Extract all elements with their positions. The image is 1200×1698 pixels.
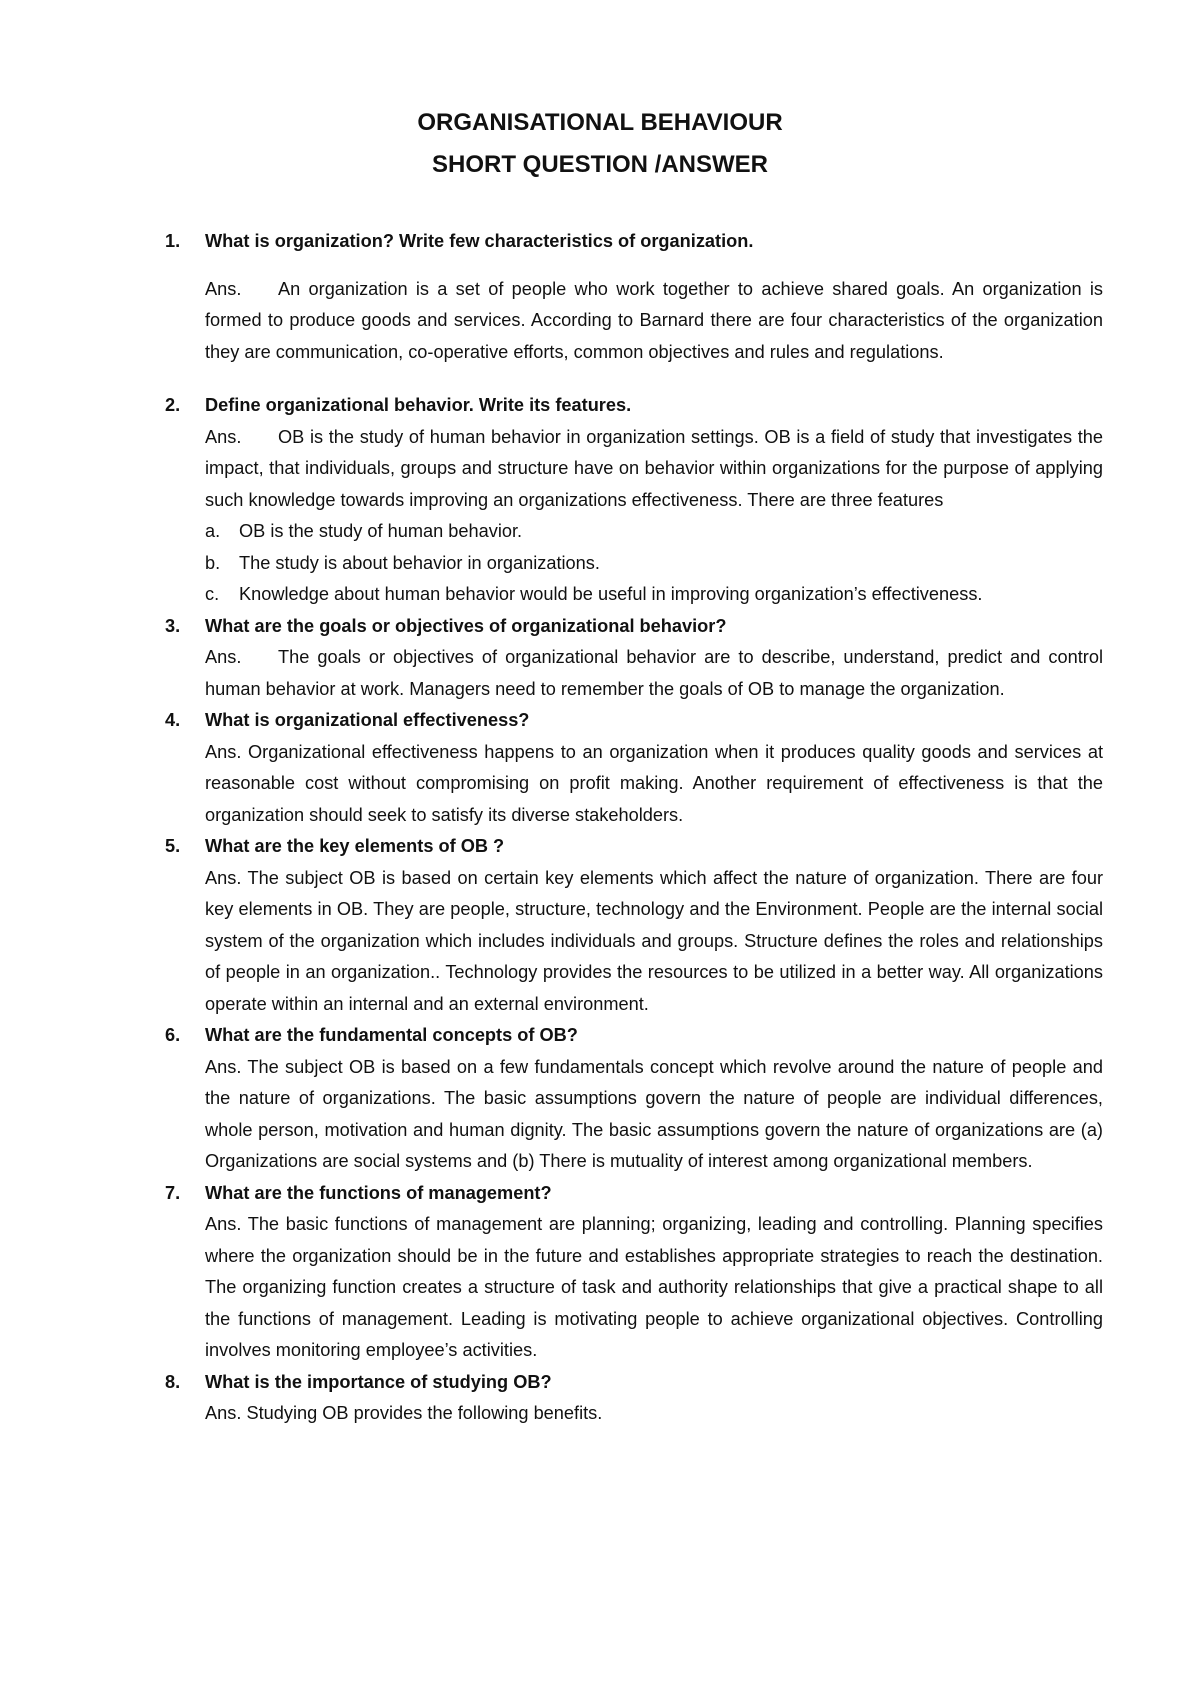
feature-letter: b. <box>205 552 221 573</box>
question-text: What are the goals or objectives of organizational behavior? <box>205 615 727 636</box>
question-number: 3. <box>165 615 181 636</box>
feature-item <box>205 579 1103 611</box>
feature-list <box>165 516 1103 611</box>
feature-letter: a. <box>205 521 221 541</box>
answer-text: Ans. The subject OB is based on a few fundamentals concept which revolve around the nature of people and the nature of organizations. The basic assumptions govern the nature of people are individual differences, whole person, motivation and human dignity. The basic assumptions govern the nature of organizations are (a) Organizations are social systems and (b) There is mutuality of interest among organizational members. <box>205 1056 1103 1171</box>
question-text: What is the importance of studying OB? <box>205 1371 552 1392</box>
answer-label: Ans. <box>205 426 242 447</box>
feature-text: Knowledge about human behavior would be useful in improving organization’s effectiveness. <box>239 584 983 604</box>
question-text: What are the functions of management? <box>205 1182 552 1203</box>
question-text: What are the fundamental concepts of OB? <box>205 1025 578 1045</box>
answer-text: Ans. The basic functions of management are planning; organizing, leading and controlling. Planning specifies where the organization should be in the future and establishes appropriate strategies to reach the destination. The organizing function creates a structure of task and authority relationships that give a practical shape to all the functions of management. Leading is motivating people to achieve organizational objectives. Controlling involves monitoring employee’s activities. <box>205 1214 1103 1360</box>
question-number: 5. <box>165 836 181 856</box>
question-number: 6. <box>165 1025 181 1045</box>
answer-text: Ans. The subject OB is based on certain key elements which affect the nature of organization. There are four key elements in OB. They are people, structure, technology and the Environment. People are the internal social system of the organization which includes individuals and groups. Structure defines the roles and relationships of people in an organization.. Technology provides the resources to be utilized in a better way. All organizations operate within an internal and an external environment. <box>205 867 1103 1014</box>
answer-body: The goals or objectives of organizational behavior are to describe, understand, predict and control human behavior at work. Managers need to remember the goals of OB to manage the organization. <box>205 647 1103 699</box>
question-item-7 <box>165 1178 1103 1367</box>
feature-letter: c. <box>205 584 220 604</box>
document-subtitle: SHORT QUESTION /ANSWER <box>431 151 768 178</box>
question-text: What are the key elements of OB ? <box>205 836 505 856</box>
document-title: ORGANISATIONAL BEHAVIOUR <box>417 109 783 136</box>
answer-body: OB is the study of human behavior in organization settings. OB is a field of study that investigates the impact, that individuals, groups and structure have on behavior within organizations for the purpose of applying such knowledge towards improving an organizations effectiveness. There are three features <box>205 426 1103 510</box>
answer-text <box>165 642 1103 705</box>
question-number: 8. <box>165 1371 181 1392</box>
question-item-2 <box>165 390 1103 611</box>
question-item-1 <box>165 226 1103 368</box>
answer-text <box>165 274 1103 369</box>
question-text: What is organization? Write few characteristics of organization. <box>205 231 754 251</box>
question-number: 4. <box>165 710 181 730</box>
feature-text: The study is about behavior in organizations. <box>239 552 600 573</box>
question-item-3 <box>165 611 1103 706</box>
question-number: 2. <box>165 395 181 415</box>
answer-label: Ans. <box>205 278 242 299</box>
answer-text <box>165 422 1103 517</box>
feature-item <box>205 516 1103 548</box>
question-number: 7. <box>165 1182 181 1203</box>
answer-text: Ans. Organizational effectiveness happens to an organization when it produces quality goods and services at reasonable cost without compromising on profit making. Another requirement of effectiveness is that the organization should seek to satisfy its diverse stakeholders. <box>205 741 1103 825</box>
feature-item <box>205 548 1103 580</box>
answer-label: Ans. <box>205 647 242 667</box>
question-item-4 <box>165 705 1103 831</box>
question-text: Define organizational behavior. Write its features. <box>205 395 632 415</box>
question-text: What is organizational effectiveness? <box>205 710 530 730</box>
question-item-5 <box>165 831 1103 1020</box>
qa-list <box>165 226 1103 1430</box>
answer-body: An organization is a set of people who work together to achieve shared goals. An organization is formed to produce goods and services. According to Barnard there are four characteristics of the organization they are communication, co-operative efforts, common objectives and rules and regulations. <box>205 278 1103 362</box>
feature-text: OB is the study of human behavior. <box>239 521 523 541</box>
question-number: 1. <box>165 231 181 251</box>
question-item-6 <box>165 1020 1103 1178</box>
question-item-8 <box>165 1367 1103 1430</box>
answer-text: Ans. Studying OB provides the following benefits. <box>205 1403 603 1423</box>
